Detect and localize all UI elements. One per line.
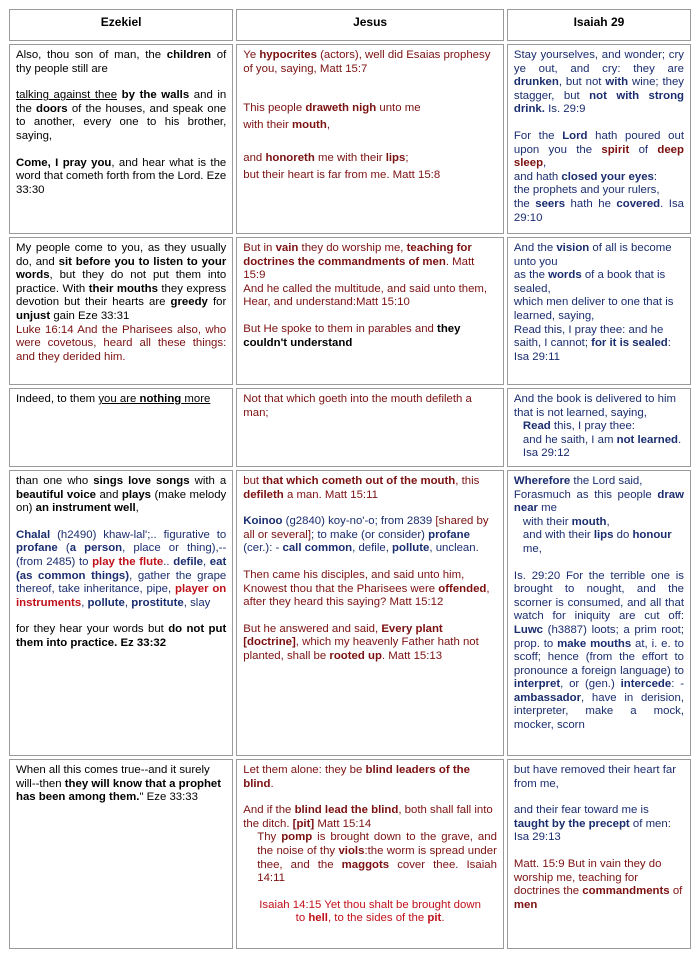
text: cover thee. Isaiah 14:11 — [257, 858, 497, 885]
emphasis: drunken — [513, 76, 559, 89]
emphasis: mouth — [571, 515, 607, 528]
paragraph — [514, 858, 684, 912]
text: ; — [405, 152, 409, 165]
emphasis: mouth — [292, 118, 327, 131]
text: of — [629, 143, 658, 156]
text: Also, thou son of man, the — [16, 49, 167, 61]
emphasis: plays — [121, 488, 152, 501]
text: of — [669, 885, 683, 898]
text: But He spoke to them in parables and — [243, 322, 438, 335]
text: :the worm is spread under thee, and the — [257, 844, 497, 871]
emphasis: nothing — [139, 393, 182, 405]
text: . Isa 29:12 — [522, 433, 682, 460]
emphasis: hell — [308, 912, 328, 925]
text: This people — [243, 102, 306, 115]
text: hath poured out upon you the — [513, 129, 685, 156]
emphasis: lips — [385, 152, 406, 165]
emphasis: maggots — [341, 858, 390, 871]
text: (make melody on) — [16, 488, 227, 515]
cell-ezekiel — [9, 237, 233, 385]
emphasis: men — [513, 898, 538, 911]
text: with their — [522, 515, 572, 528]
emphasis: ambassador — [513, 691, 582, 704]
text: and — [96, 488, 122, 501]
paragraph — [243, 119, 497, 133]
emphasis: defile — [173, 555, 203, 568]
text: with their — [243, 118, 293, 131]
paragraph — [243, 102, 497, 116]
text: of a book that is sealed, — [513, 269, 666, 295]
emphasis: interpret — [513, 678, 561, 691]
emphasis: Koinoo — [243, 515, 283, 528]
text: and he saith, I am — [522, 433, 617, 446]
text: , but not — [558, 76, 606, 89]
text: and with their — [522, 529, 594, 542]
emphasis: spirit — [601, 143, 630, 156]
paragraph — [514, 516, 684, 530]
emphasis: profane — [428, 528, 470, 541]
emphasis: [pit] — [292, 817, 315, 830]
table-row — [9, 44, 691, 234]
document-page — [6, 6, 694, 952]
text: gain Eze 33:31 — [50, 309, 130, 322]
text: , but they do not put them into practice. With — [16, 269, 227, 295]
text: , — [606, 515, 610, 528]
text: , defile, — [352, 542, 393, 555]
text: Isaiah 14:15 Yet thou shalt be brought down to — [259, 898, 481, 925]
emphasis: teaching for doctrines the commandments of men — [243, 242, 472, 268]
paragraph — [243, 623, 497, 664]
text: . Matt 15:13 — [381, 649, 443, 662]
text: , slay — [183, 596, 211, 609]
paragraph: Luke 16:14 And the Pharisees also, who were covetous, heard all these things: and they derided him. — [16, 323, 227, 363]
text: Is. 29:9 — [544, 103, 586, 116]
text: . Isa 29:10 — [513, 197, 684, 224]
text: and — [243, 152, 266, 165]
underlined-text: talking against thee — [16, 89, 118, 102]
emphasis: unjust — [16, 309, 51, 322]
emphasis: honoreth — [265, 152, 315, 165]
emphasis: sings love songs — [93, 474, 190, 487]
paragraph — [514, 171, 684, 185]
text: , and hear what is the word that cometh forth from the Lord. Eze 33:30 — [16, 156, 227, 196]
text: , unclean. — [429, 542, 479, 555]
paragraph — [514, 269, 684, 296]
text: For the — [513, 129, 563, 142]
emphasis: Wherefore — [513, 474, 571, 487]
cell-jesus — [236, 759, 504, 949]
emphasis: sit before you to listen to your words — [16, 255, 227, 282]
cell-isaiah — [507, 237, 691, 385]
paragraph — [16, 242, 226, 324]
text: do — [613, 529, 633, 542]
comparison-table — [6, 6, 694, 952]
emphasis: profane — [16, 542, 58, 555]
emphasis: seers — [535, 197, 566, 210]
emphasis: defileth — [243, 488, 284, 501]
emphasis: call common — [282, 542, 353, 555]
text: : Isa 29:11 — [513, 337, 671, 363]
text: (h3887) loots; a prim root; prop. to — [513, 623, 684, 650]
text: and in the — [16, 89, 227, 115]
text: But he answered and said, — [243, 622, 382, 635]
emphasis: commandments — [582, 885, 670, 898]
text: Is. 29:20 For the terrible one is brought to nought, and the scorner is consumed, and all that watch for iniquity are cut off: — [513, 569, 684, 623]
emphasis: vain — [275, 242, 299, 254]
cell-isaiah — [507, 388, 691, 467]
text: , which my heavenly Father hath not planted, shall be — [243, 636, 479, 662]
paragraph — [16, 157, 226, 198]
text: for — [207, 296, 227, 309]
text: Let them alone: they be — [243, 763, 366, 776]
cell-ezekiel — [9, 470, 233, 756]
text: this, I pray thee: — [550, 420, 635, 433]
cell-ezekiel — [9, 759, 233, 949]
text: ( — [57, 542, 70, 555]
text: ; to make (or consider) — [311, 528, 429, 541]
text: Then came his disciples, and said unto him, Knowest thou that the Pharisees were — [243, 568, 465, 595]
text: (cer.): - — [243, 542, 283, 555]
header-isaiah: Isaiah 29 — [507, 9, 691, 41]
emphasis: draweth nigh — [305, 102, 377, 115]
text: , gather the grape thereof, take inheritance, pipe, — [16, 569, 227, 596]
text: Matt. 15:9 But in vain they do worship me, teaching for doctrines the — [513, 857, 662, 898]
emphasis: honour — [632, 529, 672, 542]
text: with a — [189, 474, 227, 487]
paragraph — [243, 242, 497, 283]
text: , both shall fall into the ditch. — [243, 804, 493, 830]
header-row — [9, 9, 691, 41]
emphasis: their mouths — [88, 282, 158, 295]
text: , have in derision, interpreter, make a mock, mocker, scorn — [513, 691, 684, 732]
paragraph — [514, 570, 684, 733]
text: Indeed, to them — [16, 393, 99, 405]
text: wine; they stagger, but — [513, 76, 684, 102]
paragraph — [514, 818, 684, 845]
paragraph — [16, 393, 226, 407]
text: . Matt 15:9 — [243, 255, 475, 282]
text: Thy — [257, 831, 282, 844]
paragraph — [514, 420, 684, 434]
emphasis: play the flute — [92, 555, 164, 568]
text: . — [441, 912, 445, 925]
text: , — [326, 118, 330, 131]
paragraph — [243, 475, 497, 502]
emphasis: blind leaders of the blind — [243, 763, 470, 790]
paragraph — [514, 434, 684, 461]
paragraph — [243, 764, 497, 791]
emphasis: intercede — [620, 678, 672, 691]
paragraph: And the book is delivered to him that is not learned, saying, — [513, 393, 677, 419]
emphasis: not learned — [616, 433, 679, 446]
text: Matt 15:14 — [314, 817, 372, 830]
emphasis: prostitute — [131, 596, 184, 609]
paragraph — [514, 242, 684, 269]
emphasis: they couldn't understand — [243, 322, 461, 349]
text: Read this, I pray thee: and he saith, I cannot; — [513, 323, 664, 350]
paragraph — [16, 475, 226, 516]
emphasis: pomp — [281, 831, 313, 844]
emphasis: not with strong drink. — [513, 89, 684, 116]
emphasis: draw near — [513, 488, 684, 515]
text: My people come to you, as they usually do, and — [16, 242, 227, 268]
table-row — [9, 759, 691, 949]
emphasis: Read — [522, 420, 551, 433]
text: of thy people still are — [16, 49, 227, 75]
emphasis: for it is sealed — [591, 337, 668, 350]
text: , — [124, 596, 132, 609]
paragraph: which men deliver to one that is learned, saying, — [513, 296, 674, 322]
text: Forasmuch as this people — [513, 488, 658, 501]
emphasis: make mouths — [557, 637, 632, 650]
text: for they hear your words but — [16, 623, 169, 636]
emphasis: Every plant [doctrine] — [243, 622, 443, 649]
text: is brought down to the grave, and the noise of thy — [257, 831, 497, 857]
text: than one who — [16, 474, 94, 487]
emphasis: they will know that a prophet has been among them. — [16, 777, 222, 804]
cell-isaiah — [507, 759, 691, 949]
text: , to the sides of the — [327, 912, 428, 925]
emphasis: Come, I pray you — [16, 156, 112, 169]
text: Stay yourselves, and wonder; cry ye out, and cry: they are — [513, 49, 684, 75]
emphasis: pollute — [392, 542, 430, 555]
text: me, — [522, 542, 542, 555]
paragraph — [16, 89, 226, 143]
emphasis: children — [166, 49, 212, 61]
table-row — [9, 388, 691, 467]
emphasis: by the walls — [117, 89, 190, 102]
emphasis: pollute — [87, 596, 125, 609]
emphasis: eat (as common things) — [16, 555, 227, 582]
text: hath he — [565, 197, 617, 210]
emphasis: that which cometh out of the mouth — [262, 474, 456, 487]
text: : — [653, 170, 658, 183]
paragraph — [243, 515, 497, 556]
cell-jesus — [236, 470, 504, 756]
paragraph: Not that which goeth into the mouth defileth a man; — [243, 393, 472, 419]
emphasis: rooted up — [329, 649, 382, 662]
text: of the houses, and speak one to another, every one to his brother, saying, — [16, 102, 227, 142]
text: (h2490) khaw-lal';.. figurative to — [50, 528, 227, 541]
emphasis: doors — [36, 102, 68, 115]
emphasis: words — [548, 269, 582, 282]
text: they do worship me, — [298, 242, 407, 254]
emphasis: Ez 33:32 — [120, 636, 167, 649]
text: , or (gen.) — [560, 678, 621, 691]
paragraph — [16, 49, 226, 76]
text: Ye — [243, 49, 260, 61]
text: (actors), well did Esaias prophesy of you, saying, Matt 15:7 — [243, 49, 491, 75]
paragraph — [514, 49, 684, 117]
underlined-text: you are — [98, 393, 140, 405]
text: , — [543, 157, 547, 170]
paragraph — [16, 764, 226, 805]
text: and hath — [513, 170, 562, 183]
text: , place or thing),-- (from 2485) to — [16, 542, 227, 568]
text: a man. Matt 15:11 — [283, 488, 378, 501]
emphasis: player on instruments — [16, 583, 227, 609]
paragraph — [514, 475, 684, 489]
text: (g2840) koy-no'-o; from 2839 — [282, 515, 436, 528]
emphasis: Lord — [562, 129, 588, 142]
cell-jesus — [236, 388, 504, 467]
emphasis: vision — [556, 242, 590, 254]
text: . — [270, 777, 274, 790]
emphasis: a person — [69, 542, 123, 555]
text: [shared by all or several] — [243, 515, 489, 541]
emphasis: greedy — [170, 296, 208, 309]
paragraph — [514, 529, 684, 556]
table-row — [9, 237, 691, 385]
paragraph — [243, 569, 497, 610]
text: When all this comes true--and it surely will--then — [16, 763, 210, 790]
cell-jesus — [236, 237, 504, 385]
paragraph — [514, 324, 684, 365]
text: me — [537, 502, 557, 515]
text: And if the — [243, 804, 295, 817]
emphasis: offended — [438, 582, 487, 595]
emphasis: hypocrites — [259, 49, 317, 61]
emphasis: pit — [427, 912, 442, 925]
paragraph — [243, 323, 497, 350]
text: " Eze 33:33 — [139, 791, 198, 804]
text: But in — [243, 242, 276, 254]
emphasis: closed your eyes — [561, 170, 654, 183]
header-ezekiel: Ezekiel — [9, 9, 233, 41]
emphasis: taught by the precept — [513, 817, 630, 830]
text: of all is become unto you — [513, 242, 672, 268]
text: And the — [513, 242, 557, 254]
paragraph: but their heart is far from me. Matt 15:8 — [243, 168, 441, 181]
text: , after they heard this saying? Matt 15:12 — [243, 582, 490, 609]
paragraph — [243, 152, 497, 166]
paragraph — [243, 49, 497, 76]
cell-isaiah — [507, 44, 691, 234]
text: , — [135, 502, 139, 515]
paragraph — [16, 529, 226, 611]
paragraph: the prophets and your rulers, — [513, 184, 660, 197]
emphasis: viols — [338, 844, 365, 857]
cell-isaiah — [507, 470, 691, 756]
paragraph — [514, 198, 684, 225]
text: , this — [455, 474, 480, 487]
paragraph: but have removed their heart far from me, — [513, 763, 676, 790]
emphasis: do not put them into practice. — [16, 623, 227, 649]
emphasis: blind lead the blind — [294, 804, 399, 817]
paragraph — [243, 804, 497, 831]
text: , — [203, 555, 210, 568]
emphasis: covered — [616, 197, 661, 210]
text: at, i. e. to scoff; hence (from the effort to pronounce a foreign language) to — [513, 637, 684, 677]
paragraph — [514, 130, 684, 171]
text: of men: Isa 29:13 — [513, 817, 671, 844]
underlined-text: more — [181, 393, 211, 405]
text: me with their — [314, 152, 386, 165]
text: , — [81, 596, 88, 609]
text: unto me — [376, 102, 421, 115]
emphasis: with — [605, 76, 629, 89]
text: but — [243, 474, 263, 487]
text: the Lord said, — [570, 474, 643, 487]
text: the — [513, 197, 536, 210]
paragraph: and their fear toward me is — [513, 804, 649, 817]
paragraph — [16, 623, 226, 650]
emphasis: Chalal — [16, 528, 51, 541]
emphasis: an instrument well — [35, 502, 136, 515]
text: as the — [513, 269, 549, 282]
header-jesus: Jesus — [236, 9, 504, 41]
emphasis: deep sleep — [513, 143, 684, 170]
emphasis: Luwc — [513, 623, 544, 636]
text: .. — [163, 555, 174, 568]
text: : - — [671, 678, 684, 691]
emphasis: beautiful voice — [16, 488, 97, 501]
emphasis: lips — [593, 529, 614, 542]
cell-ezekiel — [9, 388, 233, 467]
cell-ezekiel — [9, 44, 233, 234]
paragraph — [514, 489, 684, 516]
table-row — [9, 470, 691, 756]
paragraph — [243, 899, 497, 926]
text: they express devotion but their hearts are — [16, 282, 227, 309]
paragraph: And he called the multitude, and said unto them, Hear, and understand:Matt 15:10 — [243, 282, 488, 309]
paragraph — [243, 831, 497, 885]
cell-jesus — [236, 44, 504, 234]
